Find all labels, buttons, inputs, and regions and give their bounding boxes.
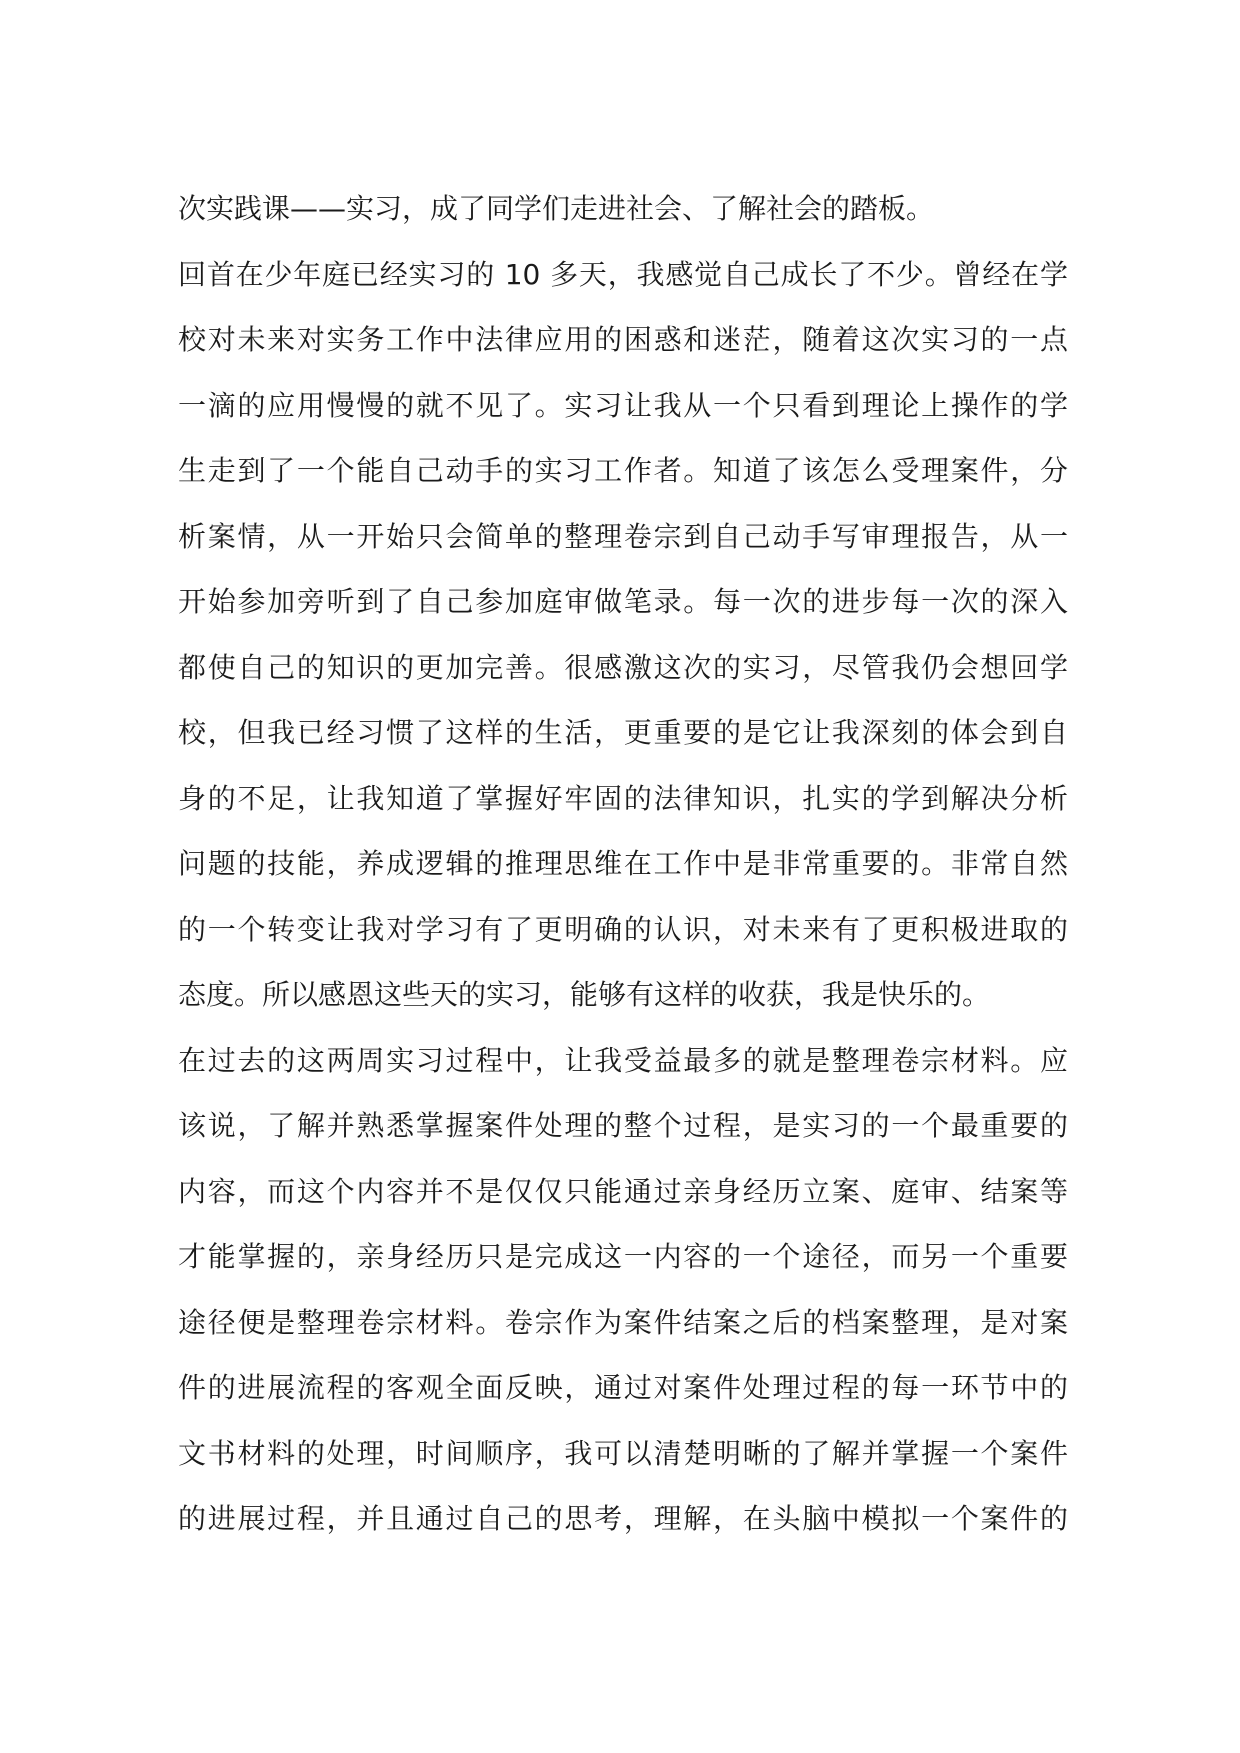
- text-line: 在过去的这两周实习过程中，让我受益最多的就是整理卷宗材料。应: [178, 1043, 1068, 1077]
- text-line: 途径便是整理卷宗材料。卷宗作为案件结案之后的档案整理，是对案: [178, 1305, 1068, 1339]
- text-line: 校，但我已经习惯了这样的生活，更重要的是它让我深刻的体会到自: [178, 716, 1068, 749]
- text-line: 文书材料的处理，时间顺序，我可以清楚明晰的了解并掌握一个案件: [178, 1436, 1068, 1470]
- text-line: 的一个转变让我对学习有了更明确的认识，对未来有了更积极进取的: [178, 912, 1068, 946]
- text-line: 身的不足，让我知道了掌握好牢固的法律知识，扎实的学到解决分析: [178, 781, 1068, 815]
- text-line: 生走到了一个能自己动手的实习工作者。知道了该怎么受理案件，分: [178, 454, 1068, 487]
- text-line: 的进展过程，并且通过自己的思考，理解，在头脑中模拟一个案件的: [178, 1502, 1068, 1535]
- text-line: 该说，了解并熟悉掌握案件处理的整个过程，是实习的一个最重要的: [178, 1109, 1068, 1142]
- text-line: 一滴的应用慢慢的就不见了。实习让我从一个只看到理论上操作的学: [178, 388, 1068, 422]
- text-line: 才能掌握的，亲身经历只是完成这一内容的一个途径，而另一个重要: [178, 1240, 1068, 1273]
- text-line: 内容，而这个内容并不是仅仅只能通过亲身经历立案、庭审、结案等: [178, 1174, 1068, 1208]
- text-line: 校对未来对实务工作中法律应用的困惑和迷茫，随着这次实习的一点: [178, 323, 1068, 356]
- text-line: 态度。所以感恩这些天的实习，能够有这样的收获，我是快乐的。: [178, 978, 991, 1011]
- text-line: 析案情，从一开始只会简单的整理卷宗到自己动手写审理报告，从一: [178, 519, 1068, 553]
- body-text: [178, 176, 1068, 1552]
- text-line: 都使自己的知识的更加完善。很感激这次的实习，尽管我仍会想回学: [178, 650, 1068, 684]
- text-line: 回首在少年庭已经实习的 10 多天，我感觉自己成长了不少。曾经在学: [178, 257, 1068, 291]
- text-line: 次实践课——实习，成了同学们走进社会、了解社会的踏板。: [178, 192, 935, 225]
- text-line: 问题的技能，养成逻辑的推理思维在工作中是非常重要的。非常自然: [178, 847, 1068, 880]
- text-line: 开始参加旁听到了自己参加庭审做笔录。每一次的进步每一次的深入: [178, 585, 1068, 618]
- text-line: 件的进展流程的客观全面反映，通过对案件处理过程的每一环节中的: [178, 1371, 1068, 1404]
